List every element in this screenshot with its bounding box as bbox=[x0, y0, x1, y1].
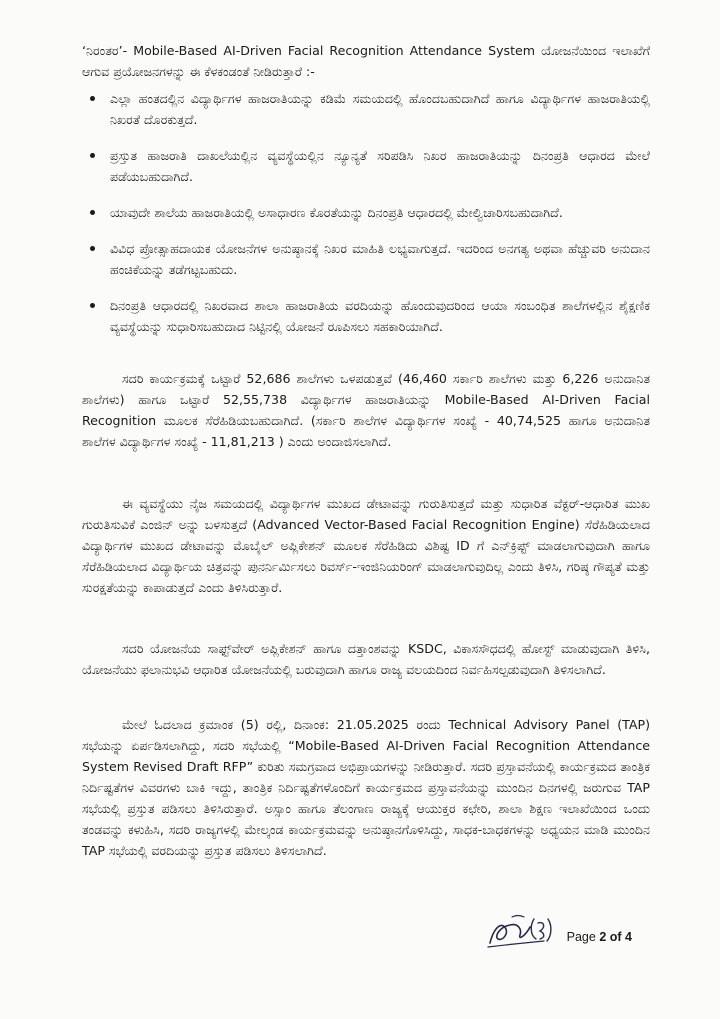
list-item: ವಿವಿಧ ಪ್ರೋತ್ಸಾಹದಾಯಕ ಯೋಜನೆಗಳ ಅನುಷ್ಠಾನಕ್ಕೆ ನಿಖರ ಮಾಹಿತಿ ಲಭ್ಯವಾಗುತ್ತದೆ. ಇದರಿಂದ ಅನಗತ್ಯ ಅಥವಾ ಹೆಚ್ಚುವರಿ ಅನುದಾನ ಹಂಚಿಕೆಯನ್ನು ತಡೆಗಟ್ಟಬಹುದು. bbox=[110, 238, 650, 280]
page-label: Page bbox=[566, 930, 596, 944]
list-item: ಎಲ್ಲಾ ಹಂತದಲ್ಲಿನ ವಿದ್ಯಾರ್ಥಿಗಳ ಹಾಜರಾತಿಯನ್ನು ಕಡಿಮೆ ಸಮಯದಲ್ಲಿ ಹೊಂದಬಹುದಾಗಿದೆ ಹಾಗೂ ವಿದ್ಯಾರ್ಥಿಗಳ ಹಾಜರಾತಿಯಲ್ಲಿ ನಿಖರತೆ ದೊರಕುತ್ತದೆ. bbox=[110, 88, 650, 130]
body-paragraph: ಈ ವ್ಯವಸ್ಥೆಯು ನೈಜ ಸಮಯದಲ್ಲಿ ವಿದ್ಯಾರ್ಥಿಗಳ ಮುಖದ ಡೇಟಾವನ್ನು ಗುರುತಿಸುತ್ತದೆ ಮತ್ತು ಸುಧಾರಿತ ವೆಕ್ಟರ್-ಆಧಾರಿತ ಮುಖ ಗುರುತಿಸುವಿಕೆ ಎಂಜಿನ್ ಅನ್ನು ಬಳಸುತ್ತದೆ (Advanced Vector-Based Facial Recognition Engine) ಸೆರೆಹಿಡಿಯಲಾದ ವಿದ್ಯಾರ್ಥಿಗಳ ಮುಖದ ಡೇಟಾವನ್ನು ಮೊಬೈಲ್ ಅಪ್ಲಿಕೇಶನ್ ಮೂಲಕ ಸೆರೆಹಿಡಿದು ವಿಶಿಷ್ಟ ID ಗೆ ಎನ್‌ಕ್ರಿಪ್ಟ್ ಮಾಡಲಾಗುವುದಾಗಿ ಹಾಗೂ ಸೆರೆಹಿಡಿಯಲಾದ ವಿದ್ಯಾರ್ಥಿಯ ಚಿತ್ರವನ್ನು ಪುನರ್ನಿರ್ಮಿಸಲು ರಿವರ್ಸ್-ಇಂಜಿನಿಯರಿಂಗ್ ಮಾಡಲಾಗುವುದಿಲ್ಲ ಎಂದು ತಿಳಿಸಿ, ಗರಿಷ್ಠ ಗೌಪ್ಯತೆ ಮತ್ತು ಸುರಕ್ಷತೆಯನ್ನು ಕಾಪಾಡುತ್ತದೆ ಎಂದು ತಿಳಿಸಿರುತ್ತಾರೆ. bbox=[82, 496, 650, 595]
list-item: ಯಾವುದೇ ಶಾಲೆಯ ಹಾಜರಾತಿಯಲ್ಲಿ ಅಸಾಧಾರಣ ಕೊರತೆಯನ್ನು ದಿನಂಪ್ರತಿ ಆಧಾರದಲ್ಲಿ ಮೇಲ್ವಿಚಾರಿಸಬಹುದಾಗಿದೆ. bbox=[110, 202, 650, 223]
list-item: ದಿನಂಪ್ರತಿ ಆಧಾರದಲ್ಲಿ ನಿಖರವಾದ ಶಾಲಾ ಹಾಜರಾತಿಯ ವರದಿಯನ್ನು ಹೊಂದುವುದರಿಂದ ಆಯಾ ಸಂಬಂಧಿತ ಶಾಲೆಗಳಲ್ಲಿನ ಶೈಕ್ಷಣಿಕ ವ್ಯವಸ್ಥೆಯನ್ನು ಸುಧಾರಿಸಬಹುದಾದ ನಿಟ್ಟಿನಲ್ಲಿ ಯೋಜನೆ ರೂಪಿಸಲು ಸಹಕಾರಿಯಾಗಿದೆ. bbox=[110, 295, 650, 337]
page-current: 2 bbox=[599, 930, 607, 944]
body-paragraph: ಮೇಲೆ ಓದಲಾದ ಕ್ರಮಾಂಕ (5) ರಲ್ಲಿ, ದಿನಾಂಕ: 21.05.2025 ರಂದು Technical Advisory Panel (TAP) ಸಭೆಯನ್ನು ಏರ್ಪಡಿಸಲಾಗಿದ್ದು, ಸದರಿ ಸಭೆಯಲ್ಲಿ “Mobile-Based AI-Driven Facial Recognition Attendance System Revised Draft RFP” ಕುರಿತು ಸಮಗ್ರವಾದ ಅಭಿಪ್ರಾಯಗಳನ್ನು ನೀಡಿರುತ್ತಾರೆ. ಸದರಿ ಪ್ರಸ್ತಾವನೆಯಲ್ಲಿ ಕಾರ್ಯಕ್ರಮದ ತಾಂತ್ರಿಕ ನಿರ್ದಿಷ್ಟತೆಗಳ ವಿವರಗಳು ಬಾಕಿ ಇದ್ದು, ತಾಂತ್ರಿಕ ನಿರ್ದಿಷ್ಟತೆಗಳೊಂದಿಗೆ ಕಾರ್ಯಕ್ರಮದ ಪ್ರಸ್ತಾವನೆಯನ್ನು ಮುಂದಿನ ದಿನಗಳಲ್ಲಿ ಜರುಗುವ TAP ಸಭೆಯಲ್ಲಿ ಪ್ರಸ್ತುತ ಪಡಿಸಲು ತಿಳಿಸಿರುತ್ತಾರೆ. ಅಸ್ಸಾಂ ಹಾಗೂ ತೆಲಂಗಾಣ ರಾಜ್ಯಕ್ಕೆ ಆಯುಕ್ತರ ಕಛೇರಿ, ಶಾಲಾ ಶಿಕ್ಷಣ ಇಲಾಖೆಯಿಂದ ಒಂದು ತಂಡವನ್ನು ಕಳುಹಿಸಿ, ಸದರಿ ರಾಜ್ಯಗಳಲ್ಲಿ ಮೇಲ್ಕಂಡ ಕಾರ್ಯಕ್ರಮವನ್ನು ಅನುಷ್ಠಾನಗೊಳಿಸಿದ್ದು, ಸಾಧಕ-ಬಾಧಕಗಳನ್ನು ಅಧ್ಯಯನ ಮಾಡಿ ಮುಂದಿನ TAP ಸಭೆಯಲ್ಲಿ ವರದಿಯನ್ನು ಪ್ರಸ್ತುತ ಪಡಿಸಲು ತಿಳಿಸಲಾಗಿದೆ. bbox=[82, 717, 650, 858]
body-paragraph: ಸದರಿ ಕಾರ್ಯಕ್ರಮಕ್ಕೆ ಒಟ್ಟಾರೆ 52,686 ಶಾಲೆಗಳು ಒಳಪಡುತ್ತವೆ (46,460 ಸರ್ಕಾರಿ ಶಾಲೆಗಳು ಮತ್ತು 6,226 ಅನುದಾನಿತ ಶಾಲೆಗಳು) ಹಾಗೂ ಒಟ್ಟಾರೆ 52,55,738 ವಿದ್ಯಾರ್ಥಿಗಳ ಹಾಜರಾತಿಯನ್ನು Mobile-Based AI-Driven Facial Recognition ಮೂಲಕ ಸೆರೆಹಿಡಿಯಬಹುದಾಗಿದೆ. (ಸರ್ಕಾರಿ ಶಾಲೆಗಳ ವಿದ್ಯಾರ್ಥಿಗಳ ಸಂಖ್ಯೆ - 40,74,525 ಹಾಗೂ ಅನುದಾನಿತ ಶಾಲೆಗಳ ವಿದ್ಯಾರ್ಥಿಗಳ ಸಂಖ್ಯೆ - 11,81,213 ) ಎಂದು ಅಂದಾಜಿಸಲಾಗಿದೆ. bbox=[82, 371, 650, 449]
body-paragraph: ಸದರಿ ಯೋಜನೆಯ ಸಾಫ್ಟ್‌ವೇರ್ ಅಪ್ಲಿಕೇಶನ್ ಹಾಗೂ ದತ್ತಾಂಶವನ್ನು KSDC, ವಿಕಾಸಸೌಧದಲ್ಲಿ ಹೋಸ್ಟ್ ಮಾಡುವುದಾಗಿ ತಿಳಿಸಿ, ಯೋಜನೆಯು ಫಲಾನುಭವಿ ಆಧಾರಿತ ಯೋಜನೆಯಲ್ಲಿ ಬರುವುದಾಗಿ ಹಾಗೂ ರಾಜ್ಯ ವಲಯದಿಂದ ನಿರ್ವಹಿಸಲ್ಪಡುವುದಾಗಿ ತಿಳಿಸಲಾಗಿದೆ. bbox=[82, 641, 650, 677]
page-number bbox=[567, 930, 632, 944]
list-item: ಪ್ರಸ್ತುತ ಹಾಜರಾತಿ ದಾಖಲೆಯಲ್ಲಿನ ವ್ಯವಸ್ಥೆಯಲ್ಲಿನ ನ್ಯೂನ್ಯತೆ ಸರಿಪಡಿಸಿ ನಿಖರ ಹಾಜರಾತಿಯನ್ನು ದಿನಂಪ್ರತಿ ಆಧಾರದ ಮೇಲೆ ಪಡೆಯಬಹುದಾಗಿದೆ. bbox=[110, 145, 650, 187]
page-of: of bbox=[609, 930, 622, 944]
page-total: 4 bbox=[625, 930, 632, 944]
signature-image bbox=[484, 905, 556, 957]
intro-paragraph: ‘ನಿರಂತರ’- Mobile-Based AI-Driven Facial Recognition Attendance System ಯೋಜನೆಯಿಂದ ಇಲಾಖೆಗೆ ಆಗುವ ಪ್ರಯೋಜನಗಳನ್ನು ಈ ಕೆಳಕಂಡಂತೆ ನೀಡಿರುತ್ತಾರೆ :- bbox=[82, 43, 650, 79]
benefits-list bbox=[110, 88, 650, 352]
